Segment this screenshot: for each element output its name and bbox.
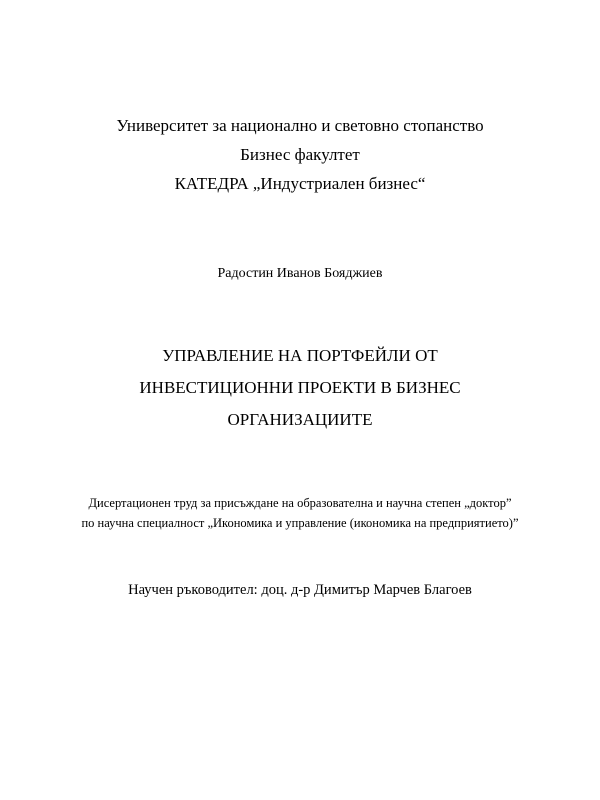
department-name: КАТЕДРА „Индустриален бизнес“: [174, 174, 426, 193]
title-line-1: УПРАВЛЕНИЕ НА ПОРТФЕЙЛИ ОТ: [162, 346, 438, 365]
supervisor: Научен ръководител: доц. д-р Димитър Марчев Благоев: [128, 582, 472, 598]
description-line-2: по научна специалност „Икономика и управление (икономика на предприятието)”: [81, 516, 519, 530]
description-line-1: Дисертационен труд за присъждане на образователна и научна степен „доктор”: [88, 496, 512, 510]
university-name: Университет за национално и световно стопанство: [116, 116, 484, 135]
title-line-2: ИНВЕСТИЦИОННИ ПРОЕКТИ В БИЗНЕС: [139, 378, 461, 397]
author-name: Радостин Иванов Бояджиев: [217, 266, 383, 281]
faculty-name: Бизнес факултет: [240, 145, 360, 164]
title-line-3: ОРГАНИЗАЦИИТЕ: [227, 410, 373, 429]
